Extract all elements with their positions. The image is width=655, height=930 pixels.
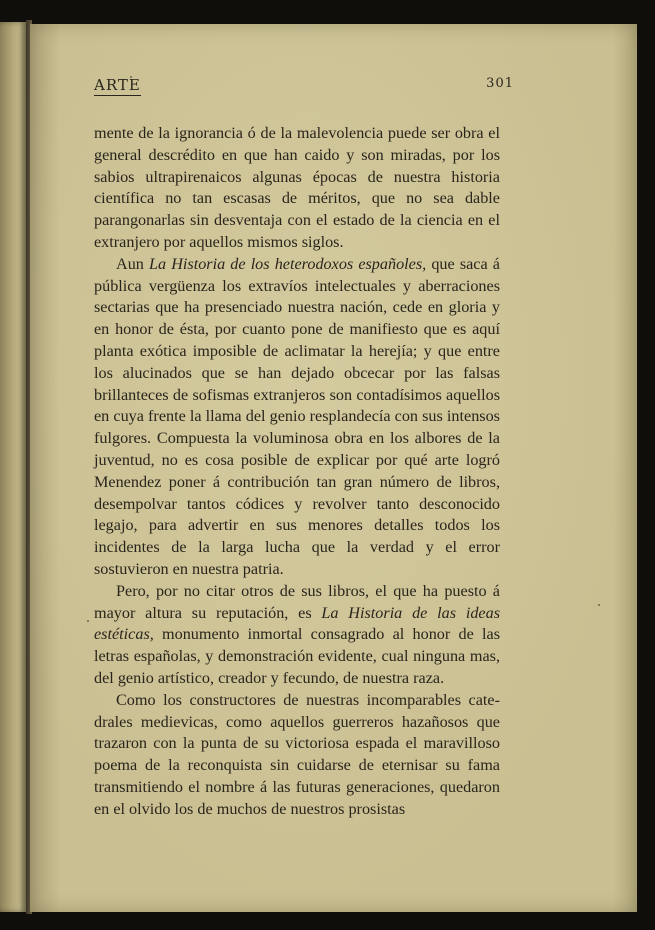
body-text [94,123,500,821]
paper-speck [598,604,600,606]
paragraph [94,123,500,254]
paragraph-text: monumento inmortal consagrado al honor de las letras españolas, y demonstración evidente, cual ninguna mas, del genio artístico, creador y fecundo, de nuestra raza. [94,625,500,687]
page-number: 301 [486,76,514,91]
paragraph-text: Pero, por no citar otros de sus libros, el que ha puesto á mayor altura su reputación, es [94,581,500,622]
running-head-title: ARTE [94,76,141,94]
book-title: La Historia de las ideas estéticas, [94,603,500,644]
paragraph-text: que saca á pública vergüenza los extravíos intelectuales y aberraciones sectarias que ha presenciado nuestra nación, cede en gloria y en honor de ésta, por cuanto pone de manifiesto que es aquí planta exótica imposible de aclimatar la herejía; y que entre los alucinados que se han dejado obcecar por las falsas brillanteces de sofismas extranjeros son contadísimos aquellos en cuya frente la llama del genio resplandecía con sus intensos fulgores. Compuesta la voluminosa obra en los albores de la juventud, no es cosa posible de explicar por qué arte logró Menendez poner á contribución tan gran número de libros, desempolvar tantos códices y revolver tanto desconocido legajo, para advertir en sus menores detalles todos los incidentes de la larga lucha que la verdad y el error sostuvieron en nuestra patria. [94,254,500,578]
book-title: La Historia de los heterodoxos españoles, [149,254,427,273]
paragraph-text: Como los constructores de nuestras incomparables catedrales medievicas, como aquellos guerreros hazañosos que trazaron con la punta de su victoriosa espada el maravilloso poema de la reconquista sin cuidarse de eternisar su fama transmitiendo el nombre á las futuras generaciones, quedaron en el olvido los de muchos de nuestros prosistas [94,690,500,818]
paragraph [94,690,500,821]
paragraph-text: mente de la ignorancia ó de la malevolencia puede ser obra el general descrédito en que han caido y son miradas, por los sabios ultrapirenaicos algunas épocas de nuestra historia científica no tan escasas de méritos, que no sea dable parangonarlas sin desventaja con el estado de la ciencia en el extranjero por aquellos mismos siglos. [94,124,500,251]
paragraph [94,581,500,690]
paragraph-text: Aun [116,254,149,273]
paper-speck [87,620,89,622]
previous-page-edge [0,22,26,912]
running-head [94,76,514,100]
paragraph [94,254,500,581]
